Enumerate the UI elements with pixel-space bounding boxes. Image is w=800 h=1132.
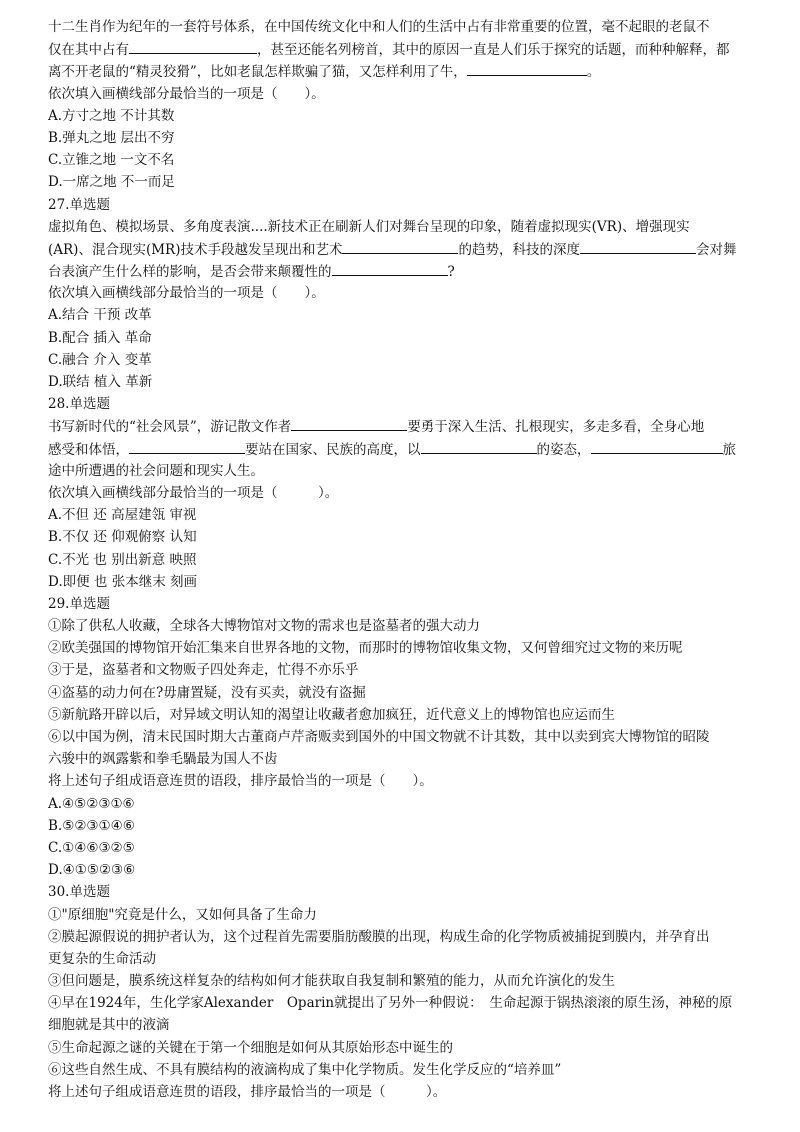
q27-option-d: D.联结 植入 革新 <box>48 374 153 390</box>
q29-option-a: A.④⑤②③①⑥ <box>48 795 135 812</box>
q30-sentence-4-cont: 细胞就是其中的液滴 <box>48 1017 170 1034</box>
q28-stem-line-3: 途中所遭遇的社会问题和现实人生。 <box>48 462 264 479</box>
q26-stem-line-3: 离不开老鼠的“精灵狡猾”，比如老鼠怎样欺骗了猫，又怎样利用了牛， 。 <box>48 60 752 82</box>
q27-option-c: C.融合 介入 变革 <box>48 351 152 368</box>
answer-blank <box>291 415 407 431</box>
q27-stem-line-3: 台表演产生什么样的影响，是否会带来颠覆性的 ? <box>48 260 752 282</box>
q30-sentence-6: ⑥这些自然生成、不具有膜结构的液滴构成了集中化学物质。发生化学反应的“培养皿” <box>48 1061 562 1078</box>
q26-option-a: A.方寸之地 不计其数 <box>48 107 175 124</box>
answer-blank <box>342 238 458 254</box>
q26-stem-line-1: 十二生肖作为纪年的一套符号体系，在中国传统文化中和人们的生活中占有非常重要的位置，毫不起眼的老鼠不 <box>48 19 710 35</box>
q30-prompt: 将上述句子组成语意连贯的语段，排序最恰当的一项是（ ）。 <box>48 1084 447 1100</box>
q29-prompt: 将上述句子组成语意连贯的语段，排序最恰当的一项是（ ）。 <box>48 773 433 790</box>
answer-blank <box>129 38 257 54</box>
q27-header: 27.单选题 <box>48 196 110 213</box>
q27-option-a: A.结合 干预 改革 <box>48 307 152 324</box>
q29-sentence-3: ③于是，盗墓者和文物贩子四处奔走，忙得不亦乐乎 <box>48 662 359 679</box>
answer-blank <box>332 260 448 276</box>
q29-sentence-1: ①除了供私人收藏，全球各大博物馆对文物的需求也是盗墓者的强大动力 <box>48 618 480 635</box>
q29-option-b: B.⑤②③①④⑥ <box>48 817 135 834</box>
q28-option-a: A.不但 还 高屋建瓴 审视 <box>48 507 197 524</box>
answer-blank <box>591 438 723 454</box>
q27-prompt: 依次填入画横线部分最恰当的一项是（ ）。 <box>48 285 325 302</box>
q30-sentence-2: ②膜起源假说的拥护者认为，这个过程首先需要脂肪酸膜的出现，构成生命的化学物质被捕捉到膜内，并孕育出 <box>48 928 710 945</box>
answer-blank <box>129 438 245 454</box>
q30-sentence-1: ①"原细胞"究竟是什么，又如何具备了生命力 <box>48 906 317 923</box>
q27-stem-line-2: (AR)、混合现实(MR)技术手段越发呈现出和艺术 的趋势，科技的深度 会对舞 <box>48 238 752 260</box>
answer-blank <box>421 438 537 454</box>
q26-option-d: D.一席之地 不一而足 <box>48 174 175 191</box>
q26-stem-line-2: 仅在其中占有 ，甚至还能名列榜首，其中的原因一直是人们乐于探究的话题，而种种解释，都 <box>48 38 752 60</box>
q29-option-c: C.①④⑥③②⑤ <box>48 839 135 856</box>
answer-blank <box>580 238 696 254</box>
q29-sentence-5: ⑤新航路开辟以后，对异域文明认知的渴望让收藏者愈加疯狂，近代意义上的博物馆也应运而生 <box>48 706 615 723</box>
q29-sentence-6: ⑥以中国为例，清末民国时期大古董商卢芹斋贩卖到国外的中国文物就不计其数，其中以卖到宾大博物馆的昭陵 <box>48 729 710 745</box>
q26-prompt: 依次填入画横线部分最恰当的一项是（ ）。 <box>48 85 325 102</box>
q30-header: 30.单选题 <box>48 884 110 901</box>
q30-sentence-4: ④早在1924年，生化学家Alexander Oparin就提出了另外一种假说： 生命起源于锅热滚滚的原生汤，神秘的原 <box>48 995 733 1012</box>
q26-option-c: C.立锥之地 一文不名 <box>48 152 175 169</box>
q30-sentence-3: ③但问题是，膜系统这样复杂的结构如何才能获取自我复制和繁殖的能力，从而允许演化的发生 <box>48 973 615 990</box>
q29-sentence-6-cont: 六骏中的飒露紫和拳毛騧最为国人不齿 <box>48 751 278 768</box>
q28-prompt: 依次填入画横线部分最恰当的一项是（ ）。 <box>48 484 339 501</box>
q29-sentence-4: ④盗墓的动力何在?毋庸置疑，没有买卖，就没有盗掘 <box>48 684 366 701</box>
q29-header: 29.单选题 <box>48 595 110 612</box>
q28-option-b: B.不仅 还 仰观俯察 认知 <box>48 529 197 546</box>
q28-stem-line-2: 感受和体悟， 要站在国家、民族的高度，以 的姿态， 旅 <box>48 438 752 460</box>
q28-stem-line-1: 书写新时代的“社会风景”，游记散文作者 要勇于深入生活、扎根现实，多走多看，全身心地 <box>48 415 752 437</box>
q28-option-c: C.不光 也 别出新意 映照 <box>48 551 197 568</box>
q29-option-d: D.④①⑤②③⑥ <box>48 862 136 879</box>
q30-sentence-5: ⑤生命起源之谜的关键在于第一个细胞是如何从其原始形态中诞生的 <box>48 1039 453 1056</box>
q29-sentence-2: ②欧美强国的博物馆开始汇集来自世界各地的文物，而那时的博物馆收集文物，又何曾细究过文物的来历呢 <box>48 640 683 657</box>
q28-header: 28.单选题 <box>48 396 110 413</box>
q27-stem-line-1: 虚拟角色、模拟场景、多角度表演....新技术正在刷新人们对舞台呈现的印象，随着虚拟现实(VR)、增强现实 <box>48 218 690 235</box>
document-page <box>48 16 752 1103</box>
q28-option-d: D.即便 也 张本继末 刻画 <box>48 573 198 590</box>
q27-option-b: B.配合 插入 革命 <box>48 329 152 346</box>
q26-option-b: B.弹丸之地 层出不穷 <box>48 129 175 146</box>
answer-blank <box>467 60 587 76</box>
q30-sentence-2-cont: 更复杂的生命活动 <box>48 950 156 967</box>
